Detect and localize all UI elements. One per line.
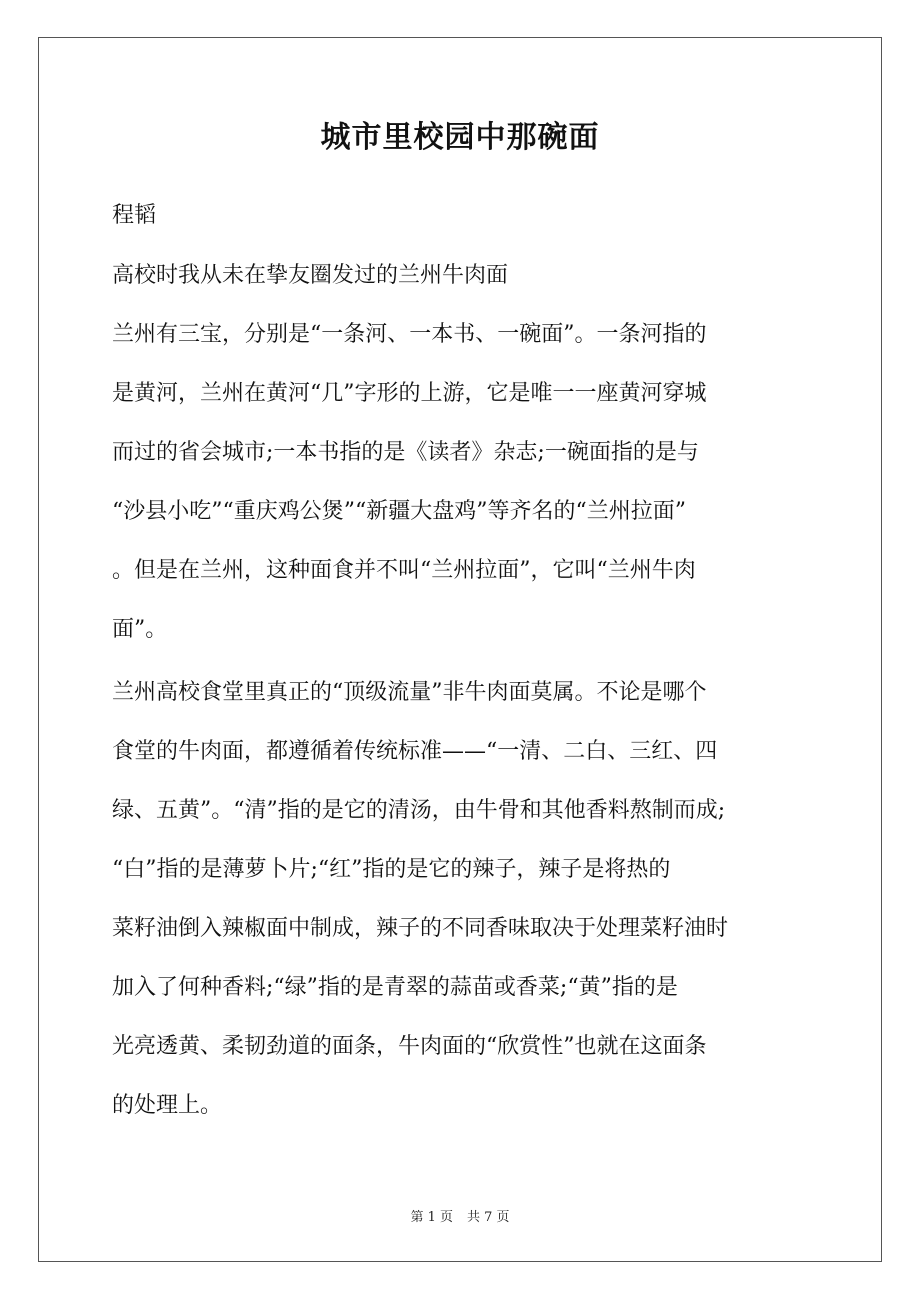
paragraph-line: 面”。: [112, 617, 168, 642]
paragraph-line: 菜籽油倒入辣椒面中制成，辣子的不同香味取决于处理菜籽油时: [112, 916, 729, 941]
page-border: [38, 37, 882, 1262]
paragraph-line: 绿、五黄”。“清”指的是它的清汤，由牛骨和其他香料熬制而成;: [112, 798, 726, 823]
paragraph-line: 光亮透黄、柔韧劲道的面条，牛肉面的“欣赏性”也就在这面条: [112, 1034, 707, 1059]
paragraph-line: “白”指的是薄萝卜片;“红”指的是它的辣子，辣子是将热的: [112, 857, 671, 882]
paragraph-line: 的处理上。: [112, 1093, 223, 1118]
paragraph-line: 加入了何种香料;“绿”指的是青翠的蒜苗或香菜;“黄”指的是: [112, 975, 678, 1000]
page-total: 共 7 页: [467, 1210, 510, 1225]
paragraph-line: 兰州有三宝，分别是“一条河、一本书、一碗面”。一条河指的: [112, 322, 707, 347]
paragraph-line: 。但是在兰州，这种面食并不叫“兰州拉面”，它叫“兰州牛肉: [112, 558, 696, 583]
page-footer: [0, 1206, 920, 1225]
paragraph-line: 高校时我从未在挚友圈发过的兰州牛肉面: [112, 263, 509, 288]
document-title: 城市里校园中那碗面: [320, 120, 600, 155]
paragraph-line: “沙县小吃”“重庆鸡公煲”“新疆大盘鸡”等齐名的“兰州拉面”: [112, 499, 686, 524]
paragraph-line: 是黄河，兰州在黄河“几”字形的上游，它是唯一一座黄河穿城: [112, 381, 707, 406]
author-line: 程韬: [112, 203, 157, 228]
page-number: 第 1 页: [410, 1210, 453, 1225]
paragraph-line: 兰州高校食堂里真正的“顶级流量”非牛肉面莫属。不论是哪个: [112, 680, 707, 705]
paragraph-line: 食堂的牛肉面，都遵循着传统标准——“一清、二白、三红、四: [112, 739, 718, 764]
paragraph-line: 而过的省会城市;一本书指的是《读者》杂志;一碗面指的是与: [112, 440, 699, 465]
